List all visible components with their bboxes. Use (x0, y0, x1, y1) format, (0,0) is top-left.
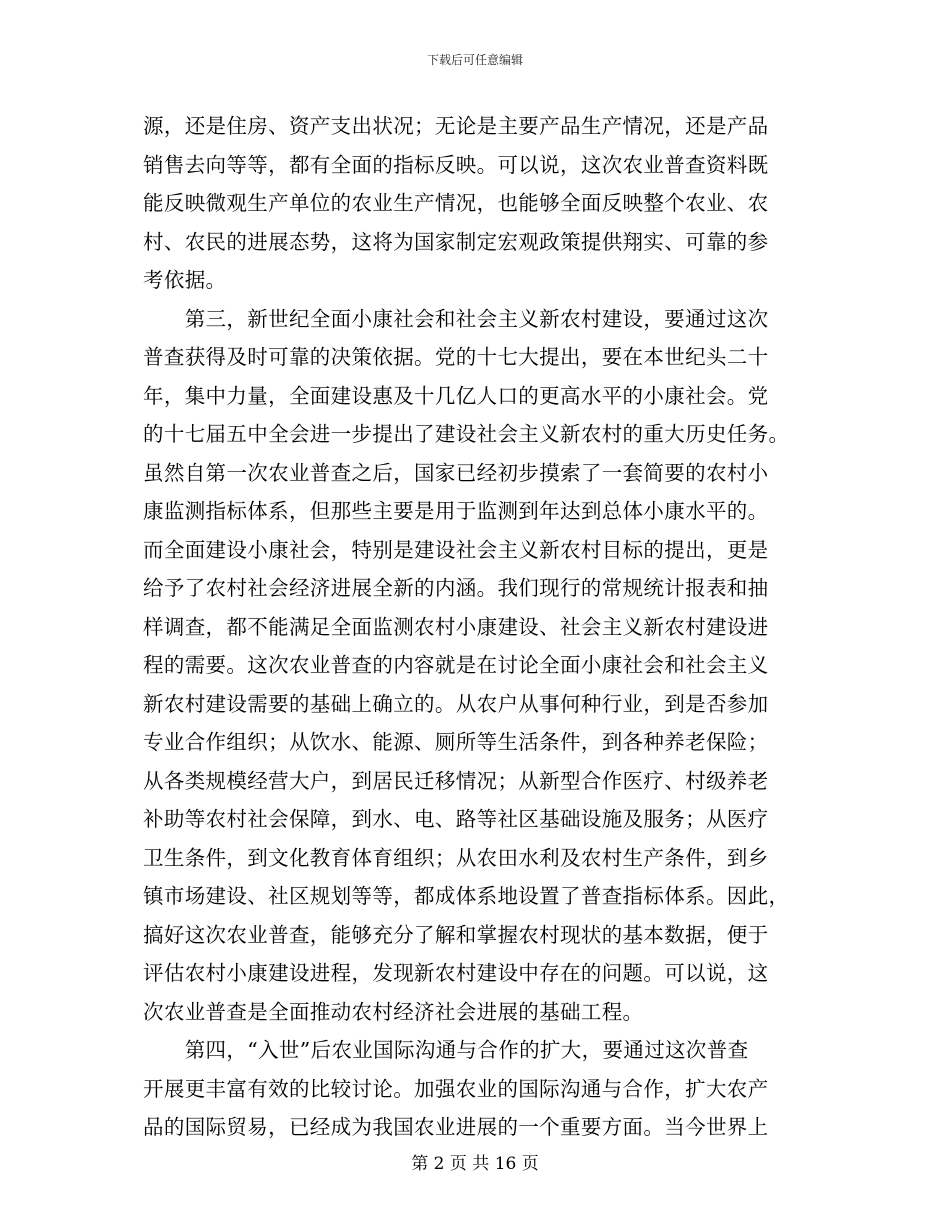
text-line: 专业合作组织；从饮水、能源、厕所等生活条件，到各种养老保险； (143, 730, 769, 754)
text-line: 开展更丰富有效的比较讨论。加强农业的国际沟通与合作，扩大农产 (143, 1076, 769, 1101)
text-line: 镇市场建设、社区规划等等，都成体系地设置了普查指标体系。因此， (143, 884, 790, 908)
text-line: 的十七届五中全会进一步提出了建设社会主义新农村的重大历史任务。 (143, 422, 790, 446)
text-line: 考依据。 (143, 268, 227, 292)
text-line: 康监测指标体系，但那些主要是用于监测到年达到总体小康水平的。 (143, 499, 769, 523)
text-line: 销售去向等等，都有全面的指标反映。可以说，这次农业普查资料既 (143, 152, 769, 177)
text-line: 程的需要。这次农业普查的内容就是在讨论全面小康社会和社会主义 (143, 653, 769, 677)
text-line: 虽然自第一次农业普查之后，国家已经初步摸索了一套简要的农村小 (143, 460, 769, 485)
text-line: 能反映微观生产单位的农业生产情况，也能够全面反映整个农业、农 (143, 191, 769, 215)
text-line: 新农村建设需要的基础上确立的。从农户从事何种行业，到是否参加 (143, 691, 769, 716)
text-line: 给予了农村社会经济进展全新的内涵。我们现行的常规统计报表和抽 (143, 576, 769, 600)
text-line: 村、农民的进展态势，这将为国家制定宏观政策提供翔实、可靠的参 (143, 229, 769, 254)
text-line: 搞好这次农业普查，能够充分了解和掌握农村现状的基本数据，便于 (143, 922, 769, 947)
document-body (143, 107, 807, 1147)
text-line: 卫生条件，到文化教育体育组织；从农田水利及农村生产条件，到乡 (143, 845, 769, 870)
text-line: 样调查，都不能满足全面监测农村小康建设、社会主义新农村建设进 (143, 614, 769, 639)
text-line: 普查获得及时可靠的决策依据。党的十七大提出，要在本世纪头二十 (143, 345, 769, 369)
text-line: 第三，新世纪全面小康社会和社会主义新农村建设，要通过这次 (143, 306, 769, 331)
text-line: 品的国际贸易，已经成为我国农业进展的一个重要方面。当今世界上 (143, 1115, 769, 1139)
page-number-footer: 第 2 页 共 16 页 (411, 1154, 539, 1174)
text-line: 从各类规模经营大户，到居民迁移情况；从新型合作医疗、村级养老 (143, 768, 769, 793)
text-line: 源，还是住房、资产支出状况；无论是主要产品生产情况，还是产品 (143, 114, 769, 138)
text-line: 第四，“入世”后农业国际沟通与合作的扩大，要通过这次普查 (143, 1038, 749, 1062)
text-line: 次农业普查是全面推动农村经济社会进展的基础工程。 (143, 999, 644, 1024)
text-line: 评估农村小康建设进程，发现新农村建设中存在的问题。可以说，这 (143, 961, 769, 985)
text-line: 而全面建设小康社会，特别是建设社会主义新农村目标的提出，更是 (143, 537, 769, 562)
page-header: 下载后可任意编辑 (426, 53, 523, 67)
text-line: 年，集中力量，全面建设惠及十几亿人口的更高水平的小康社会。党 (143, 383, 769, 408)
text-line: 补助等农村社会保障，到水、电、路等社区基础设施及服务；从医疗 (143, 807, 769, 831)
